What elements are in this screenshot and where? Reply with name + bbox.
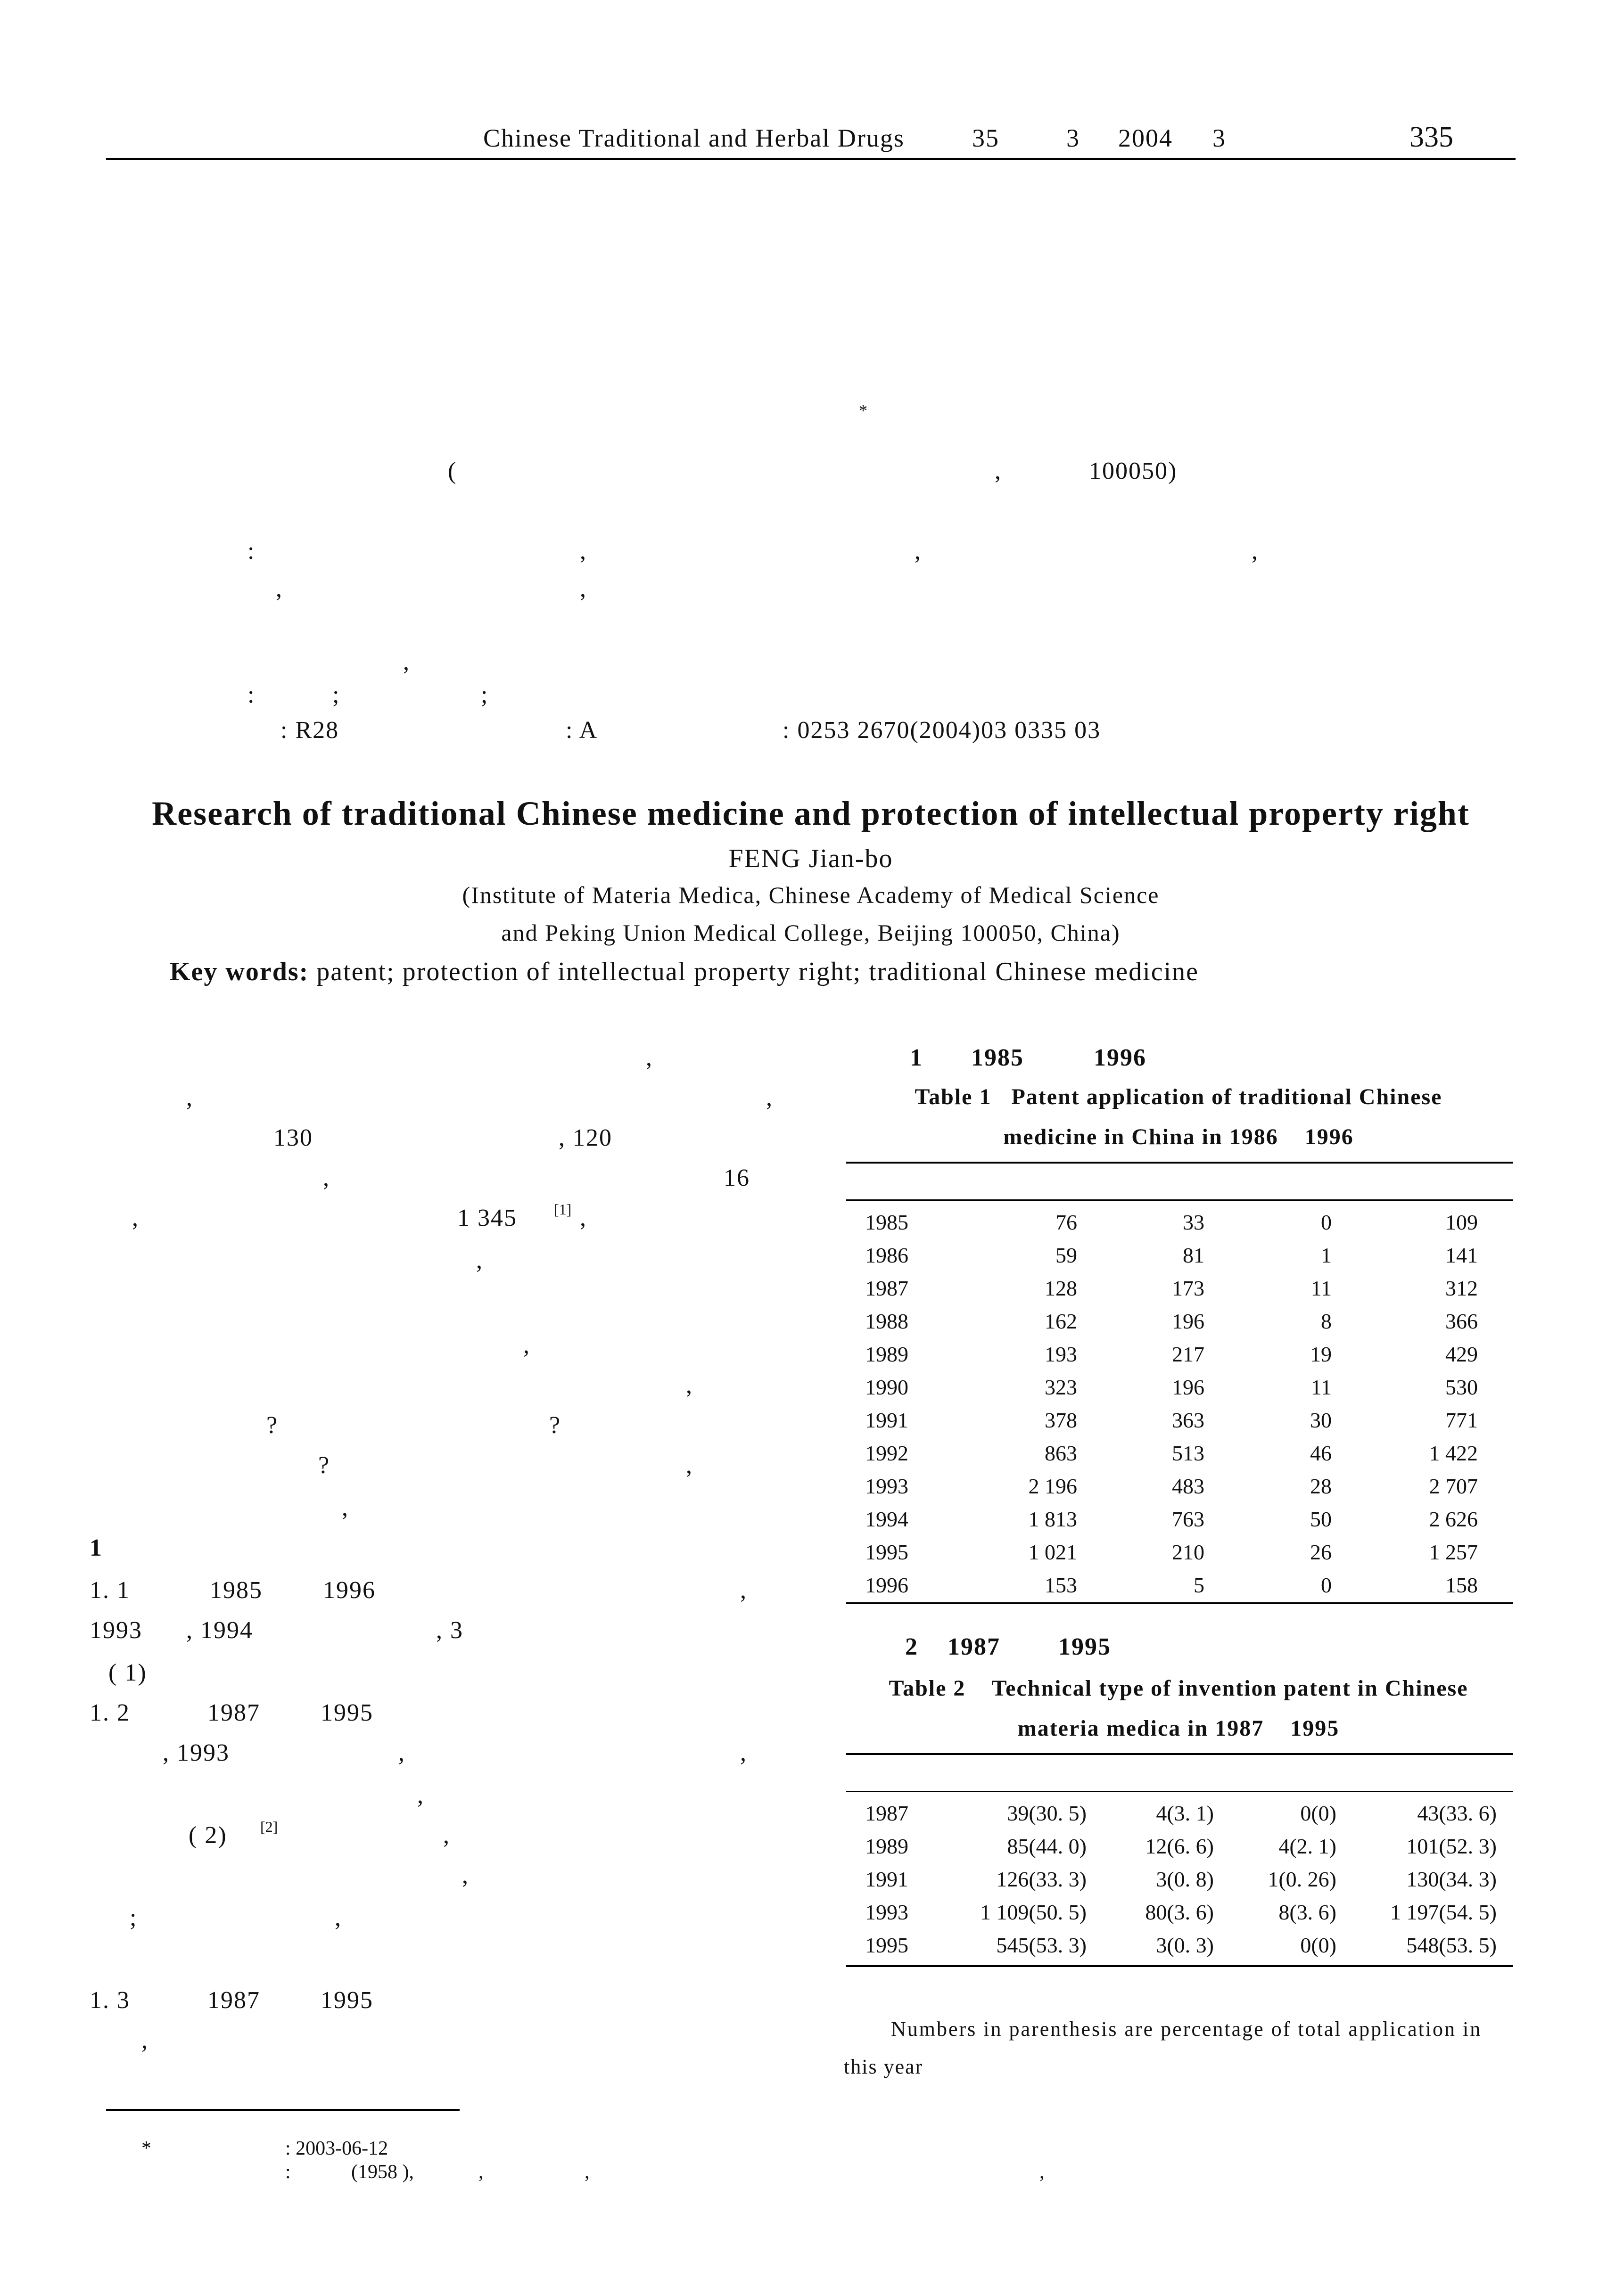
table-1-cn-number: 1	[910, 1044, 923, 1071]
body-number: 1985	[210, 1577, 263, 1604]
table-cell-value: 46	[1310, 1441, 1332, 1465]
table-row	[846, 1469, 1478, 1502]
table-cell-value: 483	[1172, 1474, 1204, 1498]
table-cell-value: 196	[1172, 1309, 1204, 1333]
table-cell-value: 141	[1445, 1243, 1478, 1267]
table-row	[846, 1370, 1478, 1403]
table-cell-value: 217	[1172, 1342, 1204, 1366]
table-cell-value: 1 021	[1028, 1540, 1077, 1564]
table-cell-year: 1988	[865, 1309, 908, 1333]
body-punct: ,	[740, 1739, 747, 1766]
body-punct: ,	[476, 1247, 483, 1274]
table-cell-value: 81	[1183, 1243, 1204, 1267]
table-cell-value: 530	[1445, 1375, 1478, 1399]
header-rule	[106, 158, 1516, 160]
table-row	[846, 1535, 1478, 1568]
table-cell-value: 0(0)	[1300, 1801, 1336, 1825]
subsection-1-1-number: 1. 1	[90, 1577, 130, 1604]
table-cell-value: 0(0)	[1300, 1933, 1336, 1957]
table-row	[846, 1796, 1497, 1829]
table-cell-value: 12(6. 6)	[1145, 1834, 1214, 1858]
table-row	[846, 1568, 1478, 1601]
table-cell-year: 1994	[865, 1507, 908, 1531]
table-cell-value: 39(30. 5)	[1007, 1801, 1087, 1825]
table-cell-value: 43(33. 6)	[1417, 1801, 1497, 1825]
table-cell-value: 378	[1045, 1408, 1077, 1432]
keywords-colon: :	[247, 681, 255, 708]
table-cell-value: 0	[1321, 1573, 1332, 1597]
table-cell-year: 1993	[865, 1900, 908, 1924]
table-cell-value: 5	[1194, 1573, 1204, 1597]
table-cell-value: 771	[1445, 1408, 1478, 1432]
body-punct: ,	[342, 1494, 349, 1521]
body-punct: ?	[266, 1412, 279, 1439]
table-cell-value: 196	[1172, 1375, 1204, 1399]
table-cell-value: 1 109(50. 5)	[980, 1900, 1087, 1924]
table-1-header-rule	[846, 1199, 1513, 1201]
table-2-header-rule	[846, 1791, 1513, 1792]
document-code: : A	[566, 717, 598, 744]
abstract-comma: ,	[403, 648, 410, 675]
footnote-asterisk: *	[141, 2138, 151, 2159]
table-row	[846, 1502, 1478, 1535]
table-cell-value: 323	[1045, 1375, 1077, 1399]
footnote-punct: ,	[1039, 2161, 1045, 2183]
body-number: , 1994	[186, 1617, 253, 1644]
table-cell-value: 1 257	[1429, 1540, 1478, 1564]
table-cell-value: 11	[1310, 1375, 1332, 1399]
body-punct: ,	[132, 1205, 139, 1231]
body-number: , 3	[436, 1617, 463, 1644]
table-1-cn-year-end: 1996	[1094, 1044, 1146, 1071]
table-row	[846, 1238, 1478, 1271]
table-cell-value: 3(0. 8)	[1156, 1867, 1214, 1891]
body-punct: ,	[462, 1862, 469, 1889]
body-number: 1995	[321, 1987, 373, 2014]
table-cell-value: 33	[1183, 1210, 1204, 1234]
table-1-cn-year-start: 1985	[971, 1044, 1024, 1071]
table-2-bottom-rule	[846, 1965, 1513, 1967]
table-cell-value: 80(3. 6)	[1145, 1900, 1214, 1924]
table-cell-value: 1 813	[1028, 1507, 1077, 1531]
table-cell-value: 19	[1310, 1342, 1332, 1366]
abstract-comma: ,	[580, 538, 587, 565]
table-1-bottom-rule	[846, 1602, 1513, 1604]
table-cell-year: 1990	[865, 1375, 908, 1399]
table-2-caption-line2: materia medica in 1987 1995	[1017, 1716, 1340, 1741]
table-cell-year: 1995	[865, 1933, 908, 1957]
body-punct: ;	[130, 1904, 138, 1931]
table-cell-value: 763	[1172, 1507, 1204, 1531]
table-1-reference: ( 1)	[108, 1659, 147, 1686]
table-2-cn-number: 2	[905, 1633, 918, 1660]
table-cell-value: 4(2. 1)	[1278, 1834, 1336, 1858]
table-cell-value: 26	[1310, 1540, 1332, 1564]
table-row	[846, 1304, 1478, 1337]
table-2-reference: ( 2)	[189, 1822, 227, 1849]
footnote-received-date: : 2003-06-12	[285, 2138, 388, 2159]
table-cell-year: 1987	[865, 1801, 908, 1825]
table-1-caption-line1: Table 1 Patent application of traditional Chinese	[915, 1084, 1442, 1109]
table-2-cn-year-start: 1987	[948, 1633, 1000, 1660]
english-keywords-line	[170, 957, 1199, 987]
abstract-colon: :	[247, 538, 255, 565]
table-cell-value: 2 196	[1028, 1474, 1077, 1498]
body-punct: ,	[580, 1205, 587, 1231]
running-header-month: 3	[1212, 124, 1226, 152]
table-cell-year: 1993	[865, 1474, 908, 1498]
table-cell-value: 1	[1321, 1243, 1332, 1267]
section-heading-1: 1	[90, 1534, 103, 1561]
table-cell-value: 28	[1310, 1474, 1332, 1498]
subsection-1-2-number: 1. 2	[90, 1699, 130, 1726]
table-cell-value: 863	[1045, 1441, 1077, 1465]
body-number: 130	[273, 1124, 313, 1151]
keywords-semicolon: ;	[332, 681, 340, 708]
article-id: : 0253 2670(2004)03 0335 03	[783, 717, 1101, 744]
body-punct: ,	[740, 1577, 747, 1604]
table-cell-year: 1992	[865, 1441, 908, 1465]
table-cell-value: 1 422	[1429, 1441, 1478, 1465]
table-cell-value: 513	[1172, 1441, 1204, 1465]
table-cell-value: 2 707	[1429, 1474, 1478, 1498]
table-row	[846, 1928, 1497, 1961]
body-punct: ,	[646, 1044, 653, 1071]
table-cell-value: 545(53. 3)	[996, 1933, 1087, 1957]
table-cell-value: 8	[1321, 1309, 1332, 1333]
table-cell-year: 1986	[865, 1243, 908, 1267]
table-1	[846, 1205, 1478, 1601]
body-punct: ,	[398, 1739, 405, 1766]
table-2-cn-year-end: 1995	[1058, 1633, 1111, 1660]
table-row	[846, 1436, 1478, 1469]
table-cell-value: 1 197(54. 5)	[1390, 1900, 1497, 1924]
page-number: 335	[1409, 121, 1453, 153]
table-cell-value: 126(33. 3)	[996, 1867, 1087, 1891]
keywords-label: Key words:	[170, 957, 309, 986]
table-2-top-rule	[846, 1753, 1513, 1755]
affiliation-comma: ,	[995, 458, 1002, 484]
table-cell-value: 59	[1055, 1243, 1077, 1267]
author-asterisk: *	[859, 401, 868, 420]
table-cell-value: 173	[1172, 1276, 1204, 1300]
footnote-birth-year: (1958 ),	[351, 2161, 414, 2183]
abstract-comma: ,	[580, 575, 587, 602]
table-2-caption-line1: Table 2 Technical type of invention patent in Chinese	[889, 1676, 1468, 1701]
table-row	[846, 1829, 1497, 1862]
table-cell-value: 8(3. 6)	[1278, 1900, 1336, 1924]
table-row	[846, 1403, 1478, 1436]
affiliation-postcode: 100050)	[1089, 458, 1178, 484]
table-cell-year: 1987	[865, 1276, 908, 1300]
body-punct: ,	[323, 1164, 330, 1191]
body-punct: ,	[186, 1084, 193, 1111]
table-cell-value: 1(0. 26)	[1268, 1867, 1336, 1891]
body-number: , 1993	[163, 1739, 230, 1766]
english-affiliation-line2: and Peking Union Medical College, Beijing 100050, China)	[501, 919, 1121, 946]
body-punct: ,	[335, 1904, 342, 1931]
citation-ref-2: [2]	[260, 1818, 278, 1835]
table-cell-year: 1996	[865, 1573, 908, 1597]
table-cell-year: 1989	[865, 1342, 908, 1366]
footnote-rule	[106, 2109, 460, 2111]
table-cell-year: 1995	[865, 1540, 908, 1564]
body-punct: ,	[523, 1332, 530, 1359]
subsection-1-3-number: 1. 3	[90, 1987, 130, 2014]
table-cell-value: 85(44. 0)	[1007, 1834, 1087, 1858]
footnote-colon: :	[285, 2161, 291, 2183]
running-header-journal: Chinese Traditional and Herbal Drugs	[483, 124, 905, 152]
citation-ref-1: [1]	[554, 1201, 572, 1218]
body-punct: ,	[766, 1084, 773, 1111]
table-cell-year: 1991	[865, 1867, 908, 1891]
table-cell-value: 312	[1445, 1276, 1478, 1300]
table-cell-value: 50	[1310, 1507, 1332, 1531]
keywords-semicolon: ;	[481, 681, 489, 708]
body-number: 1996	[323, 1577, 376, 1604]
table-cell-value: 153	[1045, 1573, 1077, 1597]
table-cell-value: 109	[1445, 1210, 1478, 1234]
body-number: , 120	[559, 1124, 612, 1151]
table-cell-value: 2 626	[1429, 1507, 1478, 1531]
body-number: 1 345	[457, 1205, 517, 1231]
running-header-year: 2004	[1118, 124, 1173, 152]
affiliation-open-paren: (	[448, 458, 457, 484]
running-header-volume: 35	[972, 124, 999, 152]
table-cell-value: 11	[1310, 1276, 1332, 1300]
body-punct: ,	[686, 1452, 693, 1479]
table-cell-value: 363	[1172, 1408, 1204, 1432]
body-punct: ,	[443, 1822, 450, 1849]
table-row	[846, 1895, 1497, 1928]
english-title: Research of traditional Chinese medicine and protection of intellectual property right	[152, 795, 1470, 832]
clc-number: : R28	[280, 717, 339, 744]
table-cell-value: 4(3. 1)	[1156, 1801, 1214, 1825]
table-row	[846, 1271, 1478, 1304]
abstract-comma: ,	[915, 538, 922, 565]
body-punct: ,	[141, 2027, 148, 2054]
body-punct: ,	[686, 1372, 693, 1399]
table-cell-year: 1989	[865, 1834, 908, 1858]
table-1-caption-line2: medicine in China in 1986 1996	[1003, 1124, 1354, 1149]
table-cell-value: 548(53. 5)	[1406, 1933, 1497, 1957]
table-cell-value: 193	[1045, 1342, 1077, 1366]
table-cell-value: 30	[1310, 1408, 1332, 1432]
footnote-punct: ,	[478, 2161, 484, 2183]
table-cell-value: 76	[1055, 1210, 1077, 1234]
body-punct: ,	[417, 1782, 424, 1809]
table-cell-value: 3(0. 3)	[1156, 1933, 1214, 1957]
keywords-text: patent; protection of intellectual property right; traditional Chinese medicine	[316, 957, 1199, 986]
table-1-top-rule	[846, 1162, 1513, 1164]
table-cell-year: 1985	[865, 1210, 908, 1234]
body-number: 1987	[207, 1699, 260, 1726]
body-number: 1993	[90, 1617, 142, 1644]
table-cell-value: 101(52. 3)	[1406, 1834, 1497, 1858]
body-number: 1987	[207, 1987, 260, 2014]
body-punct: ?	[318, 1452, 330, 1479]
table-row	[846, 1862, 1497, 1895]
table-cell-value: 128	[1045, 1276, 1077, 1300]
table-cell-value: 162	[1045, 1309, 1077, 1333]
table-row	[846, 1205, 1478, 1238]
running-header-issue: 3	[1066, 124, 1080, 152]
table-2-note-line2: this year	[844, 2055, 923, 2078]
english-affiliation-line1: (Institute of Materia Medica, Chinese Academy of Medical Science	[462, 882, 1160, 908]
table-2-note-line1: Numbers in parenthesis are percentage of total application in	[891, 2017, 1482, 2041]
table-cell-value: 429	[1445, 1342, 1478, 1366]
table-cell-year: 1991	[865, 1408, 908, 1432]
english-author: FENG Jian-bo	[728, 844, 893, 873]
footnote-punct: ,	[585, 2161, 590, 2183]
table-2	[846, 1796, 1497, 1961]
table-row	[846, 1337, 1478, 1370]
abstract-comma: ,	[276, 575, 283, 602]
body-number: 1995	[321, 1699, 373, 1726]
abstract-comma: ,	[1252, 538, 1259, 565]
table-cell-value: 0	[1321, 1210, 1332, 1234]
body-punct: ?	[549, 1412, 561, 1439]
table-cell-value: 158	[1445, 1573, 1478, 1597]
table-cell-value: 366	[1445, 1309, 1478, 1333]
body-number: 16	[724, 1164, 750, 1191]
table-cell-value: 130(34. 3)	[1406, 1867, 1497, 1891]
table-cell-value: 210	[1172, 1540, 1204, 1564]
